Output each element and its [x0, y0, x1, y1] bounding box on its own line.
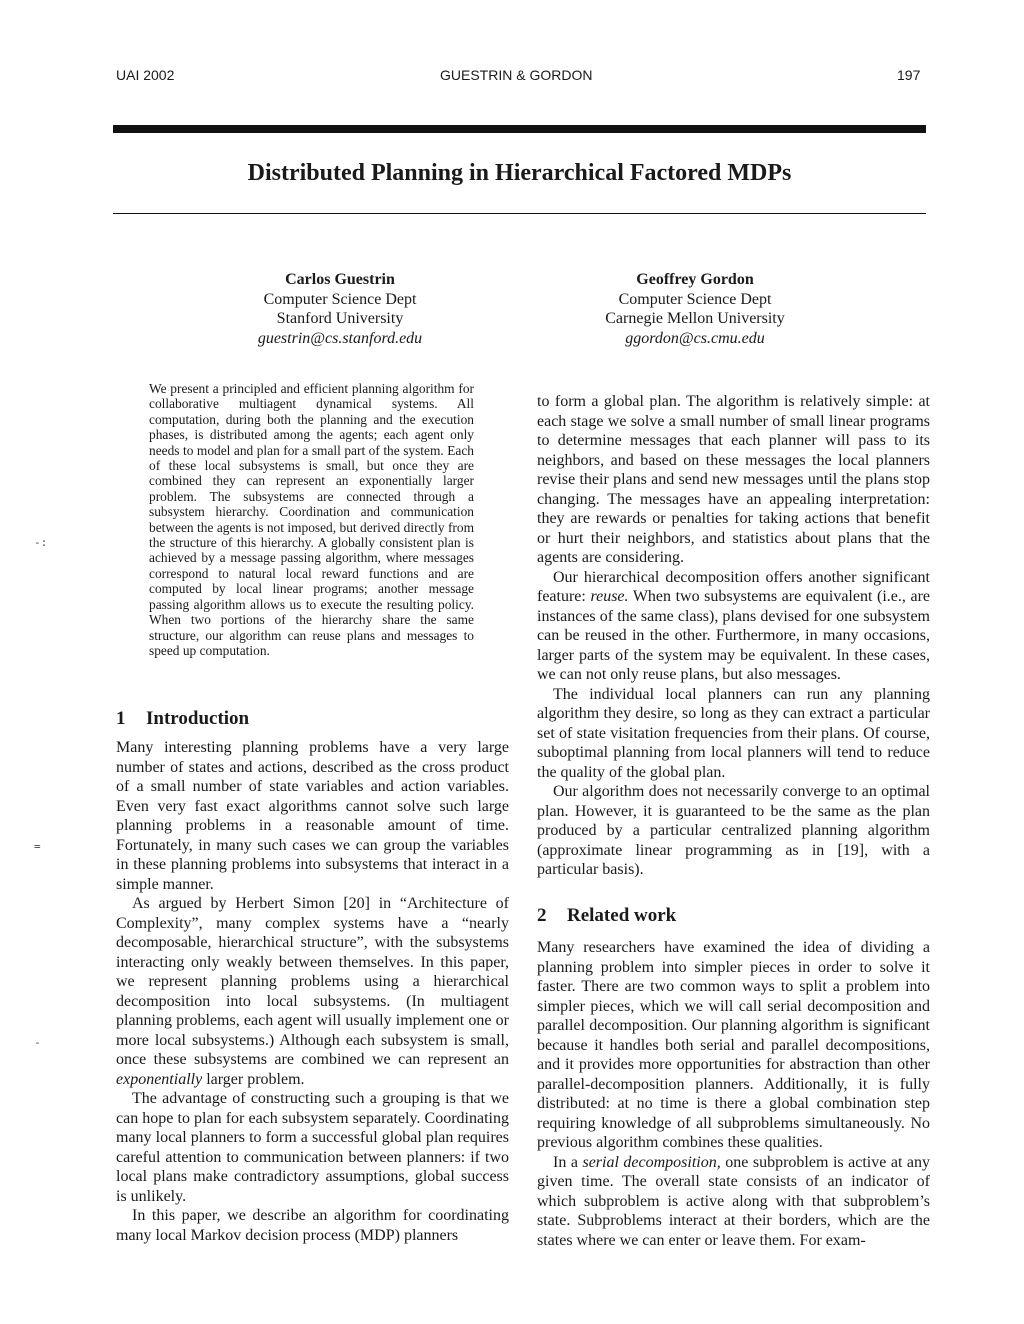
paper-title: Distributed Planning in Hierarchical Factored MDPs [247, 160, 792, 186]
emphasis: serial decomposition, [582, 1153, 721, 1171]
paragraph-continued: to form a global plan. The algorithm is relatively simple: at each stage we solve a small number of small linear programs to determine messages that each planner will pass to its neighbors, and based on these messages the local planners revise their plans and send new messages until the plans stop changing. The messages have an appealing interpretation: they are rewards or penalties for taking actions that benefit or hurt their neighbors, and statistics about plans that the agents are considering. [537, 393, 930, 566]
section-number: 1 [116, 708, 126, 729]
paragraph: Many interesting planning problems have a very large number of states and actions, described as the cross product of a small number of state variables and action variables. Even very fast exact algorithms cannot solve such large planning problems in a reasonable amount of time. Fortunately, in many such cases we can group the variables in these planning problems into subsystems that interact in a simple manner. [116, 739, 509, 893]
right-column-related-work [537, 938, 930, 1250]
author-email: ggordon@cs.cmu.edu [625, 329, 765, 347]
left-column-body [116, 738, 509, 1245]
page-number: 197 [897, 67, 921, 83]
paragraph: Many researchers have examined the idea of dividing a planning problem into simpler pieces in order to solve it faster. There are two common ways to split a problem into simpler pieces, which we will call serial decomposition and parallel decomposition. Our planning algorithm is significant because it handles both serial and parallel decompositions, and it provides more opportunities for abstraction than other parallel-decomposition planners. Additionally, it is fully distributed: at no time is there a global combination step requiring knowledge of all subproblems simultaneously. No previous algorithm combines these qualities. [537, 939, 930, 1151]
paragraph: In a serial decomposition, one subproblem is active at any given time. The overall state consists of an indicator of which subproblem is active along with that subproblem’s state. Subproblems interact at their borders, which are the states where we can enter or leave them. For exam- [537, 1153, 930, 1249]
abstract: We present a principled and efficient planning algorithm for collaborative multiagent dynamical systems. All computation, during both the planning and the execution phases, is distributed among the agents; each agent only needs to model and plan for a small part of the system. Each of these local subsystems is small, but once they are combined they can represent an exponentially larger problem. The subsystems are connected through a subsystem hierarchy. Coordination and communication between the agents is not imposed, but derived directly from the structure of this hierarchy. A globally consistent plan is achieved by a message passing algorithm, where messages correspond to natural local reward functions and are computed by local linear programs; another message passing algorithm allows us to execute the resulting policy. When two portions of the hierarchy share the same structure, our algorithm can reuse plans and messages to speed up computation. [149, 381, 474, 658]
paragraph: The advantage of constructing such a grouping is that we can hope to plan for each subsystem separately. Coordinating many local planners to form a successful global plan requires careful attention to communication between planners: if two local plans make contradictory assumptions, global success is unlikely. [116, 1090, 509, 1205]
author-email: guestrin@cs.stanford.edu [257, 329, 423, 347]
running-header-authors: GUESTRIN & GORDON [440, 67, 593, 83]
title-top-rule [113, 125, 926, 133]
author-org: Stanford University [276, 310, 404, 327]
paragraph: Our algorithm does not necessarily converge to an optimal plan. However, it is guaranteed to be the same as the plan produced by a particular centralized planning algorithm (approximate linear programming as in [19], with a particular basis). [537, 783, 930, 878]
right-column-body [537, 392, 930, 880]
scan-margin-mark: -: [34, 536, 48, 549]
author-dept: Computer Science Dept [263, 290, 417, 308]
paragraph: As argued by Herbert Simon [20] in “Architecture of Complexity”, many complex systems have a “nearly decomposable, hierarchical structure”, with the subsystems interacting only weakly between themselves. In this paper, we represent planning problems using a hierarchical decomposition into local subsystems. (In multiagent planning problems, each agent will usually implement one or more local subsystems.) Although each subsystem is small, once these subsystems are combined we can represent an exponentially larger problem. [116, 895, 509, 1088]
scan-margin-mark: - [34, 1036, 41, 1049]
author-name: Geoffrey Gordon [636, 271, 754, 288]
author-block-2 [545, 270, 845, 348]
section-number: 2 [537, 905, 547, 926]
section-heading-related-work [537, 905, 676, 927]
paragraph: The individual local planners can run any planning algorithm they desire, so long as they can extract a particular set of state visitation frequencies from their plans. Of course, suboptimal planning from local planners will tend to reduce the quality of the global plan. [537, 685, 930, 781]
emphasis: exponentially [116, 1070, 203, 1088]
author-dept: Computer Science Dept [618, 290, 772, 308]
section-heading-introduction [116, 708, 249, 730]
author-block-1 [190, 270, 490, 348]
author-name: Carlos Guestrin [285, 271, 395, 288]
author-org: Carnegie Mellon University [605, 310, 785, 327]
section-title: Introduction [146, 708, 250, 729]
paragraph: Our hierarchical decomposition offers another significant feature: reuse. When two subsystems are equivalent (i.e., are instances of the same class), plans devised for one subsystem can be reused in the other. Furthermore, in many occasions, larger parts of the system may be equivalent. In these cases, we can not only reuse plans, but also messages. [537, 568, 930, 683]
scan-margin-mark: = [34, 840, 41, 853]
paragraph: In this paper, we describe an algorithm for coordinating many local Markov decision process (MDP) planners [116, 1207, 509, 1244]
emphasis: reuse. [590, 588, 629, 605]
title-bottom-rule [113, 213, 926, 214]
section-title: Related work [567, 905, 677, 926]
running-header-venue: UAI 2002 [116, 67, 175, 83]
